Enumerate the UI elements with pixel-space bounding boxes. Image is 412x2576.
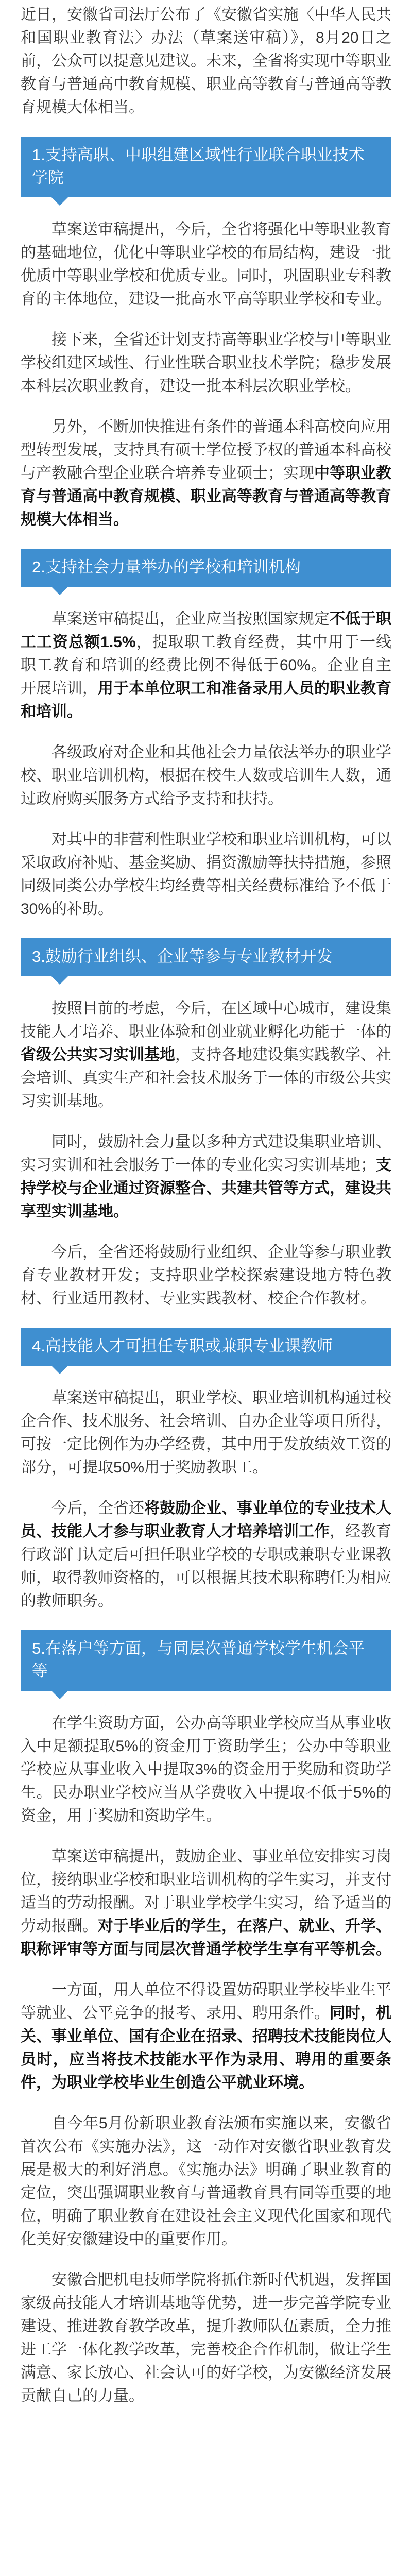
body-paragraph <box>21 2112 391 2251</box>
intro-paragraph: 近日，安徽省司法厅公布了《安徽省实施〈中华人民共和国职业教育法〉办法（草案送审稿）》，8月20日之前，公众可以提意见建议。未来，全省将实现中等职业教育与普通高中教育规模、职业高等教育与普通高等教育规模大体相当。 <box>21 6 391 116</box>
paragraph-text: 对其中的非营利性职业学校和职业培训机构，可以采取政府补贴、基金奖励、捐资激励等扶持措施，参照同级同类公办学校生均经费等相关经费标准给予不低于30%的补助。 <box>21 831 391 918</box>
section-heading: 2.支持社会力量举办的学校和培训机构 <box>21 549 391 587</box>
paragraph-text: ，支持各地建设集实践教学、社会培训、真实生产和社会技术服务于一体的市级公共实习实训基地。 <box>21 1046 391 1110</box>
body-paragraph <box>21 415 391 531</box>
paragraph-text: 另外，不断加快推进有条件的普通本科高校向应用型转型发展，支持具有硕士学位授予权的普通本科高校与产教融合型企业联合培养专业硕士；实现 <box>21 418 391 482</box>
body-paragraph <box>21 1497 391 1613</box>
body-paragraph <box>21 1978 391 2094</box>
section-heading: 1.支持高职、中职组建区域性行业联合职业技术学院 <box>21 137 391 197</box>
emphasis-text: 对于毕业后的学生，在落户、就业、升学、职称评审等方面与同层次普通学校学生享有平等机会。 <box>21 1918 391 1958</box>
paragraph-text: 草案送审稿提出，企业应当按照国家规定 <box>52 611 330 628</box>
paragraph-text: 草案送审稿提出，鼓励企业、事业单位安排实习岗位，接纳职业学校和职业培训机构的学生实习，并支付适当的劳动报酬。对于职业学校学生实习，给予适当的劳动报酬。 <box>21 1848 391 1935</box>
body-paragraph <box>21 1130 391 1223</box>
emphasis-text: 省级公共实习实训基地 <box>21 1046 175 1063</box>
emphasis-text: 同时，机关、事业单位、国有企业在招录、招聘技术技能岗位人员时，应当将技术技能水平作为录用、聘用的重要条件，为职业学校毕业生创造公平就业环境。 <box>21 2005 391 2091</box>
emphasis-text: 用于本单位职工和准备录用人员的职业教育和培训。 <box>21 680 391 720</box>
paragraph-text: 各级政府对企业和其他社会力量依法举办的职业学校、职业培训机构，根据在校生人数或培训生人数，通过政府购买服务方式给予支持和扶持。 <box>21 744 391 807</box>
body-paragraph <box>21 328 391 398</box>
paragraph-text: 一方面，用人单位不得设置妨碍职业学校毕业生平等就业、公平竞争的报考、录用、聘用条件。 <box>21 1981 391 2022</box>
emphasis-text: 支持学校与企业通过资源整合、共建共管等方式，建设共享型实训基地。 <box>21 1157 391 1220</box>
emphasis-text: 不低于职工工资总额1.5% <box>21 611 391 651</box>
paragraph-text: 同时，鼓励社会力量以多种方式建设集职业培训、实习实训和社会服务于一体的专业化实习实训基地； <box>21 1133 391 1174</box>
emphasis-text: 中等职业教育与普通高中教育规模、职业高等教育与普通高等教育规模大体相当。 <box>21 465 391 528</box>
body-paragraph <box>21 1711 391 1827</box>
emphasis-text: 将鼓励企业、事业单位的专业技术人员、技能人才参与职业教育人才培养培训工作 <box>21 1500 391 1540</box>
paragraph-text: 草案送审稿提出，职业学校、职业培训机构通过校企合作、技术服务、社会培训、自办企业等项目所得，可按一定比例作为办学经费，其中用于发放绩效工资的部分，可提取50%用于奖励教职工。 <box>21 1389 391 1476</box>
body-paragraph <box>21 828 391 921</box>
paragraph-text: 今后，全省还将鼓励行业组织、企业等参与职业教育专业教材开发；支持职业学校探索建设地方特色教材、行业适用教材、专业实践教材、校企合作教材。 <box>21 1244 391 1307</box>
paragraph-text: ，经教育行政部门认定后可担任职业学校的专职或兼职专业课教师，取得教师资格的，可以根据其技术职称聘任为相应的教师职务。 <box>21 1523 391 1609</box>
paragraph-text: ，提取职工教育经费，其中用于一线职工教育和培训的经费比例不得低于60%。企业自主开展培训， <box>21 634 391 697</box>
body-paragraph <box>21 997 391 1113</box>
body-paragraph <box>21 1845 391 1961</box>
paragraph-text: 接下来，全省还计划支持高等职业学校与中等职业学校组建区域性、行业性联合职业技术学院；稳步发展本科层次职业教育，建设一批本科层次职业学校。 <box>21 331 391 395</box>
body-paragraph <box>21 741 391 810</box>
body-paragraph <box>21 607 391 723</box>
body-paragraph <box>21 2268 391 2408</box>
paragraph-text: 按照目前的考虑，今后，在区域中心城市，建设集技能人才培养、职业体验和创业就业孵化功能于一体的 <box>21 1000 391 1040</box>
body-paragraph <box>21 1386 391 1479</box>
body-paragraph <box>21 218 391 311</box>
paragraph-text: 草案送审稿提出，今后，全省将强化中等职业教育的基础地位，优化中等职业学校的布局结构，建设一批优质中等职业学校和优质专业。同时，巩固职业专科教育的主体地位，建设一批高水平高等职业学校和专业。 <box>21 221 391 308</box>
section-heading: 5.在落户等方面，与同层次普通学校学生机会平等 <box>21 1630 391 1691</box>
article-sections <box>21 137 391 2408</box>
body-paragraph <box>21 1241 391 1310</box>
section-heading: 3.鼓励行业组织、企业等参与专业教材开发 <box>21 938 391 976</box>
paragraph-text: 今后，全省还 <box>52 1500 144 1517</box>
section-heading: 4.高技能人才可担任专职或兼职专业课教师 <box>21 1328 391 1366</box>
paragraph-text: 安徽合肥机电技师学院将抓住新时代机遇，发挥国家级高技能人才培训基地等优势，进一步完善学院专业建设、推进教育教学改革，提升教师队伍素质，全力推进工学一体化教学改革，完善校企合作机制，做让学生满意、家长放心、社会认可的好学校，为安徽经济发展贡献自己的力量。 <box>21 2272 391 2404</box>
paragraph-text: 在学生资助方面，公办高等职业学校应当从事业收入中足额提取5%的资金用于资助学生；公办中等职业学校应从事业收入中提取3%的资金用于奖励和资助学生。民办职业学校应当从学费收入中提取不低于5%的资金，用于奖励和资助学生。 <box>21 1715 391 1824</box>
paragraph-text: 自今年5月份新职业教育法颁布实施以来，安徽省首次公布《实施办法》，这一动作对安徽省职业教育发展是极大的利好消息。《实施办法》明确了职业教育的定位，突出强调职业教育与普通教育具有同等重要的地位，明确了职业教育在建设社会主义现代化国家和现代化美好安徽建设中的重要作用。 <box>21 2115 391 2248</box>
